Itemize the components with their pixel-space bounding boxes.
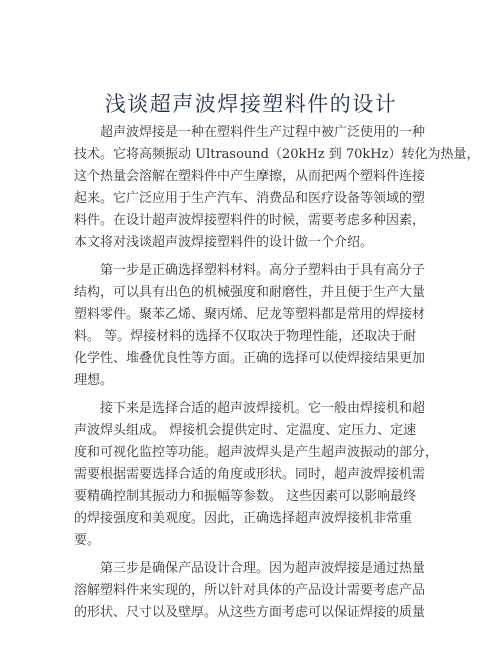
paragraph-line: 塑料零件。聚苯乙烯、聚丙烯、尼龙等塑料都是常用的焊接材: [74, 307, 426, 322]
paragraph-line: 这个热量会溶解在塑料件中产生摩擦，从而把两个塑料件连接: [74, 169, 426, 184]
paragraph-line: 需要根据需要选择合适的角度或形状。同时，超声波焊接机需: [74, 467, 426, 482]
paragraph-line: 要精确控制其振动力和振幅等参数。 这些因素可以影响最终: [74, 489, 417, 504]
paragraph-line: 理想。: [74, 373, 114, 388]
paragraph-line: 第一步是正确选择塑料材料。高分子塑料由于具有高分子: [100, 263, 426, 278]
paragraph-line: 接下来是选择合适的超声波焊接机。它一般由焊接机和超: [100, 401, 426, 416]
paragraph-line: 料。 等。焊接材料的选择不仅取决于物理性能，还取决于耐: [74, 329, 417, 344]
paragraph-line: 要。: [74, 533, 101, 548]
paragraph-line: 第三步是确保产品设计合理。因为超声波焊接是通过热量: [100, 561, 426, 576]
page-title: 浅谈超声波焊接塑料件的设计: [104, 92, 398, 116]
paragraph-line: 超声波焊接是一种在塑料件生产过程中被广泛使用的一种: [100, 125, 426, 140]
paragraph-line: 溶解塑料件来实现的，所以针对具体的产品设计需要考虑产品: [74, 583, 426, 598]
paragraph-line: 化学性、堆叠优良性等方面。正确的选择可以使焊接结果更加: [74, 351, 426, 366]
paragraph-line: 技术。它将高频振动 Ultrasound（20kHz 到 70kHz）转化为热量，: [74, 147, 480, 162]
paragraph-line: 的形状、尺寸以及壁厚。从这些方面考虑可以保证焊接的质量: [74, 605, 426, 620]
paragraph-line: 声波焊头组成。 焊接机会提供定时、定温度、定压力、定速: [74, 423, 417, 438]
paragraph-line: 本文将对浅谈超声波焊接塑料件的设计做一个介绍。: [74, 235, 374, 250]
paragraph-line: 的焊接强度和美观度。因此，正确选择超声波焊接机非常重: [74, 511, 413, 526]
paragraph-line: 度和可视化监控等功能。超声波焊头是产生超声波振动的部分，: [74, 445, 439, 460]
paragraph-line: 起来。它广泛应用于生产汽车、消费品和医疗设备等领域的塑: [74, 191, 426, 206]
paragraph-line: 料件。在设计超声波焊接塑料件的时候，需要考虑多种因素，: [74, 213, 426, 228]
paragraph-line: 结构，可以具有出色的机械强度和耐磨性，并且便于生产大量: [74, 285, 426, 300]
